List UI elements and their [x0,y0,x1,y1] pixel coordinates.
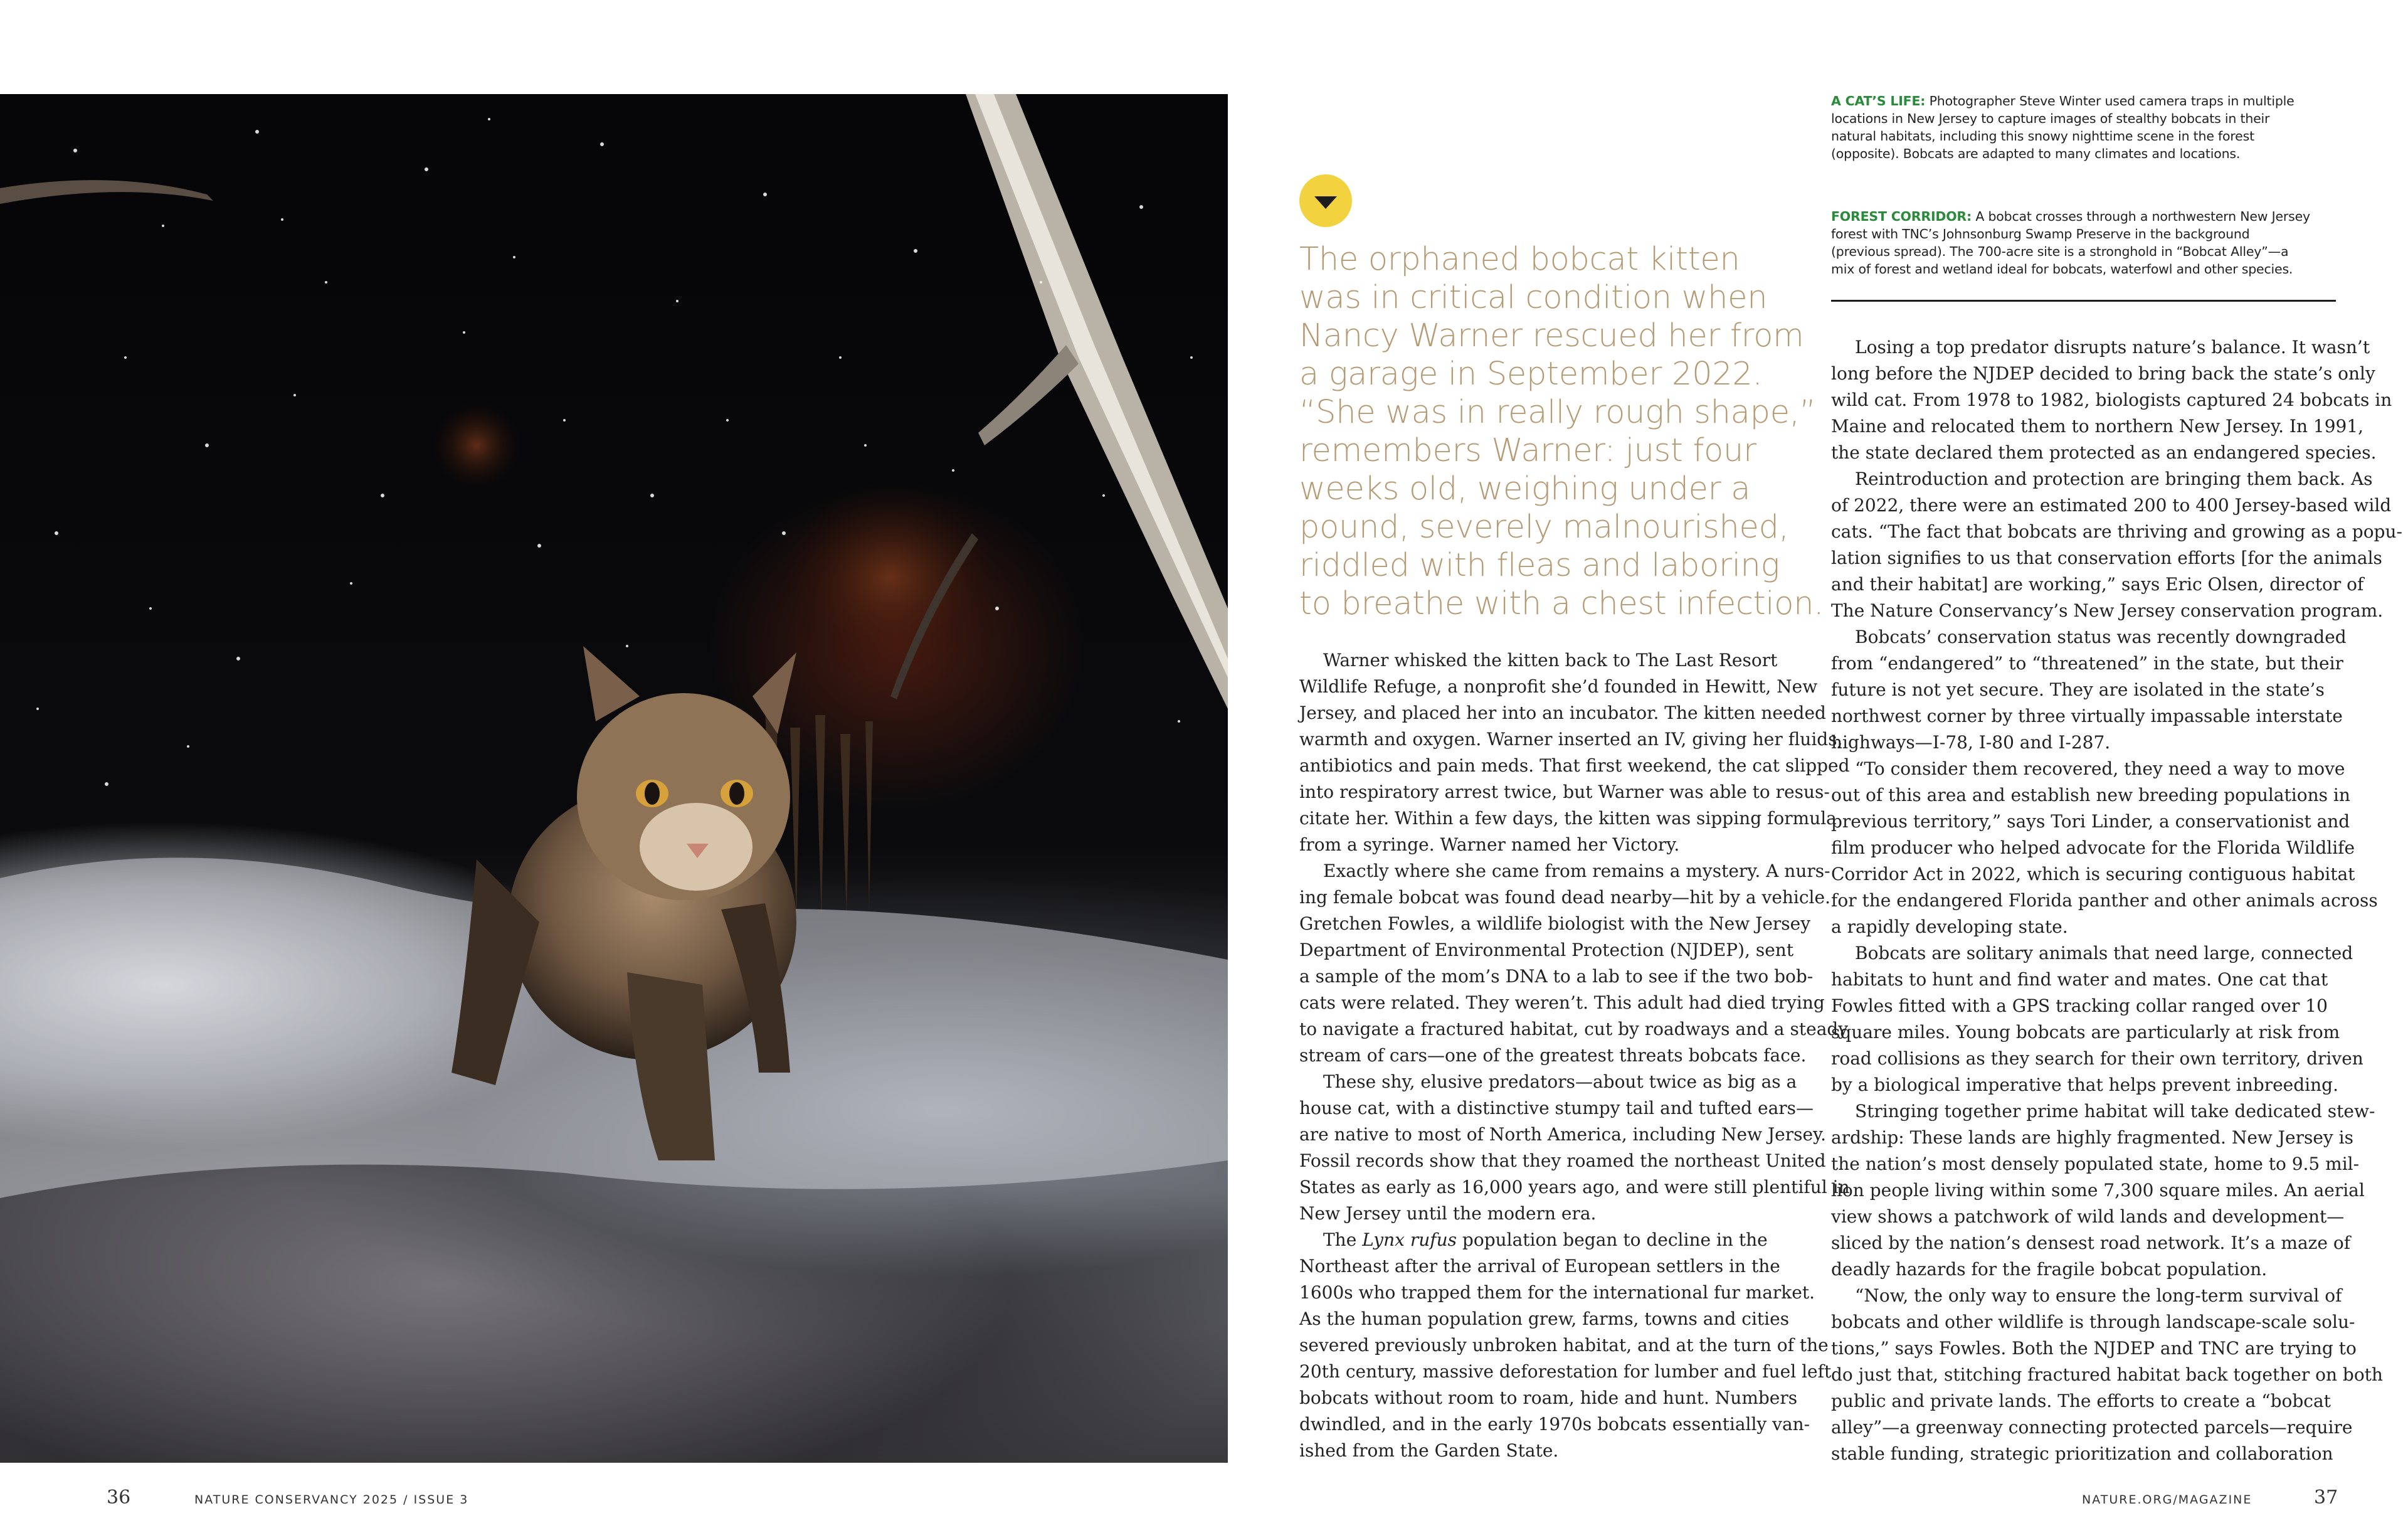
body-text-line: “To consider them recovered, they need a way to move [1855,758,2345,779]
body-text-line: habitats to hunt and find water and mates. One cat that [1831,969,2328,990]
body-text-line: bobcats and other wildlife is through landscape-scale solu- [1831,1312,2355,1332]
body-text-line: future is not yet secure. They are isolated in the state’s [1831,679,2325,700]
body-text-line: “Now, the only way to ensure the long-term survival of [1855,1285,2342,1306]
body-text-line: alley”—a greenway connecting protected parcels—require [1831,1417,2353,1438]
page-number-left: 36 [107,1487,131,1509]
body-text-line: ished from the Garden State. [1299,1440,1559,1461]
caption-divider [1831,300,2336,302]
body-text-line: deadly hazards for the fragile bobcat population. [1831,1259,2268,1280]
pull-quote-line: a garage in September 2022. [1299,356,1763,393]
body-text-line: dwindled, and in the early 1970s bobcats essentially van- [1299,1414,1810,1435]
body-text-line: and their habitat] are working,” says Eric Olsen, director of [1831,574,2364,595]
body-text-line: As the human population grew, farms, towns and cities [1299,1308,1790,1329]
body-text-line: tions,” says Fowles. Both the NJDEP and TNC are trying to [1831,1338,2357,1359]
pull-quote-line: The orphaned bobcat kitten [1299,241,1740,278]
caption-text: A bobcat crosses through a northwestern New Jersey [1975,209,2310,224]
body-text-line: Maine and relocated them to northern New Jersey. In 1991, [1831,416,2364,437]
body-text-line: film producer who helped advocate for the Florida Wildlife [1831,837,2355,858]
body-text-line: lion people living within some 7,300 square miles. An aerial [1831,1180,2365,1201]
body-text-line: antibiotics and pain meds. That first weekend, the cat slipped [1299,755,1850,776]
body-text-line: a rapidly developing state. [1831,916,2068,937]
body-text-line: from “endangered” to “threatened” in the state, but their [1831,653,2343,674]
body-text-line: the state declared them protected as an endangered species. [1831,442,2377,463]
body-text-line: Gretchen Fowles, a wildlife biologist with the New Jersey [1299,913,1811,934]
body-text-line: cats were related. They weren’t. This adult had died trying [1299,992,1825,1013]
body-text-line: into respiratory arrest twice, but Warner was able to resus- [1299,782,1830,802]
caption-text: Photographer Steve Winter used camera traps in multiple [1929,93,2294,109]
body-text-line: The Lynx rufus population began to decline in the [1323,1229,1768,1250]
body-text-line: house cat, with a distinctive stumpy tail and tufted ears— [1299,1098,1814,1118]
body-text-line: northwest corner by three virtually impassable interstate [1831,706,2343,726]
body-text-line: long before the NJDEP decided to bring back the state’s only [1831,363,2375,384]
caption-text: (opposite). Bobcats are adapted to many climates and locations. [1831,146,2241,161]
body-text-line: 20th century, massive deforestation for lumber and fuel left [1299,1361,1832,1382]
footer-title: NATURE CONSERVANCY [194,1493,358,1507]
chevron-down-icon [1314,196,1337,209]
body-text-line: highways—I-78, I-80 and I-287. [1831,732,2111,753]
footer-publication [194,1493,468,1507]
pull-quote-line: to breathe with a chest infection. [1299,585,1824,622]
body-text-line: Stringing together prime habitat will take dedicated stew- [1855,1101,2375,1122]
footer-url[interactable]: NATURE.ORG/MAGAZINE [2082,1493,2252,1507]
pull-quote-line: “She was in really rough shape,” [1299,394,1816,431]
caption-text: (previous spread). The 700-acre site is a stronghold in “Bobcat Alley”—a [1831,244,2289,259]
body-text-line: warmth and oxygen. Warner inserted an IV, giving her fluids, [1299,729,1843,750]
body-text-line: Fowles fitted with a GPS tracking collar ranged over 10 [1831,995,2328,1016]
body-text-line: Bobcats’ conservation status was recently downgraded [1855,627,2347,647]
body-text-line: road collisions as they search for their own territory, driven [1831,1048,2363,1069]
pull-quote-line: was in critical condition when [1299,279,1768,316]
body-text-line: to navigate a fractured habitat, cut by roadways and a steady [1299,1019,1849,1039]
pull-quote-line: weeks old, weighing under a [1299,470,1751,507]
pull-quote-line: pound, severely malnourished, [1299,509,1789,546]
body-text-line: square miles. Young bobcats are particularly at risk from [1831,1022,2340,1042]
body-text-line: of 2022, there were an estimated 200 to 400 Jersey-based wild [1831,495,2392,516]
body-text-line: Fossil records show that they roamed the northeast United [1299,1150,1826,1171]
body-text-line: Reintroduction and protection are bringing them back. As [1855,469,2373,489]
body-text-line: by a biological imperative that helps prevent inbreeding. [1831,1074,2338,1095]
pull-quote-line: remembers Warner: just four [1299,432,1756,469]
body-text-line: a sample of the mom’s DNA to a lab to see if the two bob- [1299,966,1814,987]
body-text-line: view shows a patchwork of wild lands and development— [1831,1206,2345,1227]
body-text-line: Northeast after the arrival of European settlers in the [1299,1256,1780,1276]
body-text-line: bobcats without room to roam, hide and hunt. Numbers [1299,1387,1798,1408]
caption-text: mix of forest and wetland ideal for bobcats, waterfowl and other species. [1831,262,2293,277]
caption-text: natural habitats, including this snowy nighttime scene in the forest [1831,129,2254,144]
body-text-line: Exactly where she came from remains a mystery. A nurs- [1323,861,1830,881]
body-text-line: public and private lands. The efforts to create a “bobcat [1831,1391,2331,1411]
body-text-line: do just that, stitching fractured habitat back together on both [1831,1364,2383,1385]
body-text-line: sliced by the nation’s densest road network. It’s a maze of [1831,1233,2351,1253]
page-number-right: 37 [2314,1487,2338,1509]
body-text-line: The Nature Conservancy’s New Jersey conservation program. [1831,600,2384,621]
body-text-line: citate her. Within a few days, the kitten was sipping formula [1299,808,1837,829]
body-text-line: lation signifies to us that conservation efforts [for the animals [1831,548,2382,568]
body-text-line: Jersey, and placed her into an incubator. The kitten needed [1299,703,1826,723]
footer-issue: 2025 / ISSUE 3 [362,1493,469,1507]
body-text-line: Department of Environmental Protection (NJDEP), sent [1299,940,1794,960]
body-text-line: from a syringe. Warner named her Victory. [1299,834,1680,855]
body-text-line: 1600s who trapped them for the international fur market. [1299,1282,1815,1303]
bobcat-illustration [0,94,1228,1463]
bobcat-photo [0,94,1228,1463]
pull-quote-line: riddled with fleas and laboring [1299,547,1780,584]
body-text-line: New Jersey until the modern era. [1299,1203,1597,1224]
body-text-line: are native to most of North America, including New Jersey. [1299,1124,1827,1145]
body-text-line: Bobcats are solitary animals that need large, connected [1855,943,2353,963]
caption-label: A CAT’S LIFE: [1831,93,1926,109]
body-text-line: wild cat. From 1978 to 1982, biologists captured 24 bobcats in [1831,390,2392,410]
body-text-line: Losing a top predator disrupts nature’s balance. It wasn’t [1855,337,2370,358]
body-text-line: ardship: These lands are highly fragmented. New Jersey is [1831,1127,2353,1148]
body-text-line: previous territory,” says Tori Linder, a conservationist and [1831,811,2350,832]
body-text-line: Wildlife Refuge, a nonprofit she’d founded in Hewitt, New [1299,676,1818,697]
body-text-line: These shy, elusive predators—about twice as big as a [1323,1071,1797,1092]
caption-text: forest with TNC’s Johnsonburg Swamp Preserve in the background [1831,226,2250,241]
body-text-line: for the endangered Florida panther and other animals across [1831,890,2378,911]
body-text-line: stable funding, strategic prioritization and collaboration [1831,1443,2333,1464]
body-text-line: Corridor Act in 2022, which is securing contiguous habitat [1831,864,2355,884]
pull-quote-line: Nancy Warner rescued her from [1299,317,1804,354]
body-text-line: severed previously unbroken habitat, and at the turn of the [1299,1335,1829,1355]
body-text-line: ing female bobcat was found dead nearby—hit by a vehicle. [1299,887,1830,908]
body-text-line: Warner whisked the kitten back to The Last Resort [1323,650,1778,671]
caption-label: FOREST CORRIDOR: [1831,209,1972,224]
body-text-line: out of this area and establish new breeding populations in [1831,785,2350,805]
caption-text: locations in New Jersey to capture images of stealthy bobcats in their [1831,111,2270,126]
body-text-line: cats. “The fact that bobcats are thriving and growing as a popu- [1831,521,2402,542]
body-text-line: stream of cars—one of the greatest threats bobcats face. [1299,1045,1807,1066]
body-text-line: the nation’s most densely populated state, home to 9.5 mil- [1831,1154,2360,1174]
download-arrow-button[interactable] [1299,174,1352,227]
body-text-line: States as early as 16,000 years ago, and were still plentiful in [1299,1177,1850,1197]
